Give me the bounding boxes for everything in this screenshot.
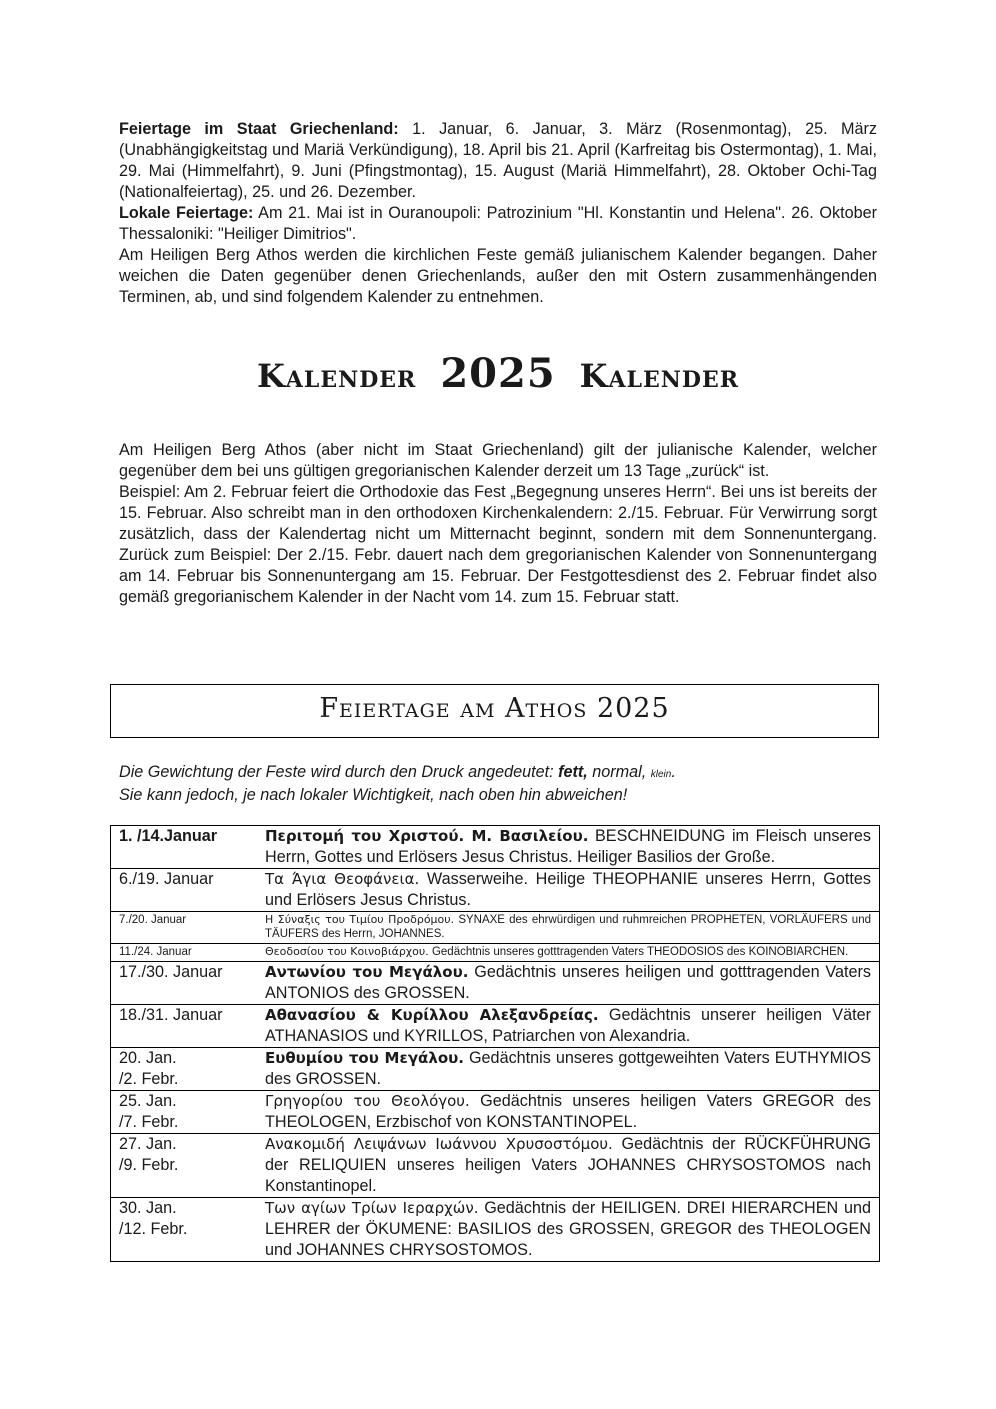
table-row (111, 1048, 880, 1091)
feast-date: 7./20. Januar (111, 912, 258, 944)
feiertage-header-box (110, 684, 879, 738)
note-bold-word: fett, (558, 763, 588, 781)
title-year: 2025 (440, 350, 556, 397)
feast-greek: Γρηγορίου του Θεολόγου. (265, 1092, 470, 1110)
feast-date: 1. /14.Januar (111, 826, 258, 869)
feast-greek: Ευθυμίου του Μεγάλου. (265, 1049, 464, 1067)
feast-text: Gedächtnis unseres heiligen und gotttragenden Vaters ANTONIOS des GROSSEN. (265, 963, 871, 1002)
feast-description (257, 1134, 880, 1198)
local-holidays-label: Lokale Feiertage: (119, 204, 254, 222)
feast-greek: Περιτομή του Χριστού. Μ. Βασιλείου. (265, 827, 589, 845)
feast-text: Gedächtnis unseres heiligen Vaters GREGOR des THEOLOGEN, Erzbischof von KONSTANTINOPEL. (265, 1092, 871, 1131)
table-row (111, 1091, 880, 1134)
feast-greek: Η Σύναξις του Τιμίου Προδρόμου. (265, 913, 455, 926)
feast-date-line-1: 27. Jan. (119, 1135, 177, 1153)
feast-description (257, 826, 880, 869)
feast-date (111, 1134, 258, 1198)
example-paragraph: Beispiel: Am 2. Februar feiert die Orthodoxie das Fest „Begegnung unseres Herrn“. Bei uns ist bereits der 15. Februar. Also schreibt man in den orthodoxen Kirchenkalendern: 2./15. Februar. Für Verwirrung sorgt zusätzlich, dass der Kalendertag nicht um Mitternacht beginnt, sondern mit dem Sonnenuntergang. Zurück zum Beispiel: Der 2./15. Febr. dauert nach dem gregorianischen Kalender von Sonnenuntergang am 14. Februar bis Sonnenuntergang am 15. Februar. Der Festgottesdienst des 2. Februar findet also gemäß gregorianischem Kalender in der Nacht vom 14. zum 15. Februar statt. (119, 483, 877, 606)
julian-paragraph: Am Heiligen Berg Athos (aber nicht im Staat Griechenland) gilt der julianische Kalender, welcher gegenüber dem bei uns gültigen gregorianischen Kalender derzeit um 13 Tage „zurück“ ist. (119, 441, 877, 480)
feast-greek: Τα Άγια Θεοφάνεια. (265, 870, 420, 888)
holidays-text: 1. Januar, 6. Januar, 3. März (Rosenmontag), 25. März (Unabhängigkeitstag und Mariä Verkündigung), 18. April bis 21. April (Karfreitag bis Ostermontag), 1. Mai, 29. Mai (Himmelfahrt), 9. Juni (Pfingstmontag), 15. August (Mariä Himmelfahrt), 28. Oktober Ochi-Tag (Nationalfeiertag), 25. und 26. Dezember. (119, 120, 878, 201)
local-holidays-text: Am 21. Mai ist in Ouranoupoli: Patrozinium "Hl. Konstantin und Helena". 26. Oktober Thessaloniki: "Heiliger Dimitrios". (119, 204, 877, 243)
table-row (111, 944, 880, 962)
feast-description (257, 962, 880, 1005)
feast-text: BESCHNEIDUNG im Fleisch unseres Herrn, Gottes und Erlösers Jesus Christus. Heiliger Basilios der Große. (265, 827, 871, 866)
table-row (111, 1134, 880, 1198)
feast-date: 6./19. Januar (111, 869, 258, 912)
table-row (111, 1198, 880, 1262)
note-line-1 (119, 762, 879, 785)
table-row (111, 826, 880, 869)
feast-text: Wasserweihe. Heilige THEOPHANIE unseres Herrn, Gottes und Erlösers Jesus Christus. (265, 870, 871, 909)
note-normal-word: normal, (587, 763, 651, 781)
feast-text: Gedächtnis unserer heiligen Väter ATHANASIOS und KYRILLOS, Patriarchen von Alexandria. (265, 1006, 871, 1045)
table-row (111, 869, 880, 912)
title-left: Kalender (256, 357, 417, 395)
holidays-paragraph (119, 119, 877, 203)
feast-text: Gedächtnis unseres gotttragenden Vaters THEODOSIOS des KOINOBIARCHEN. (428, 946, 849, 958)
note-text: Die Gewichtung der Feste wird durch den Druck angedeutet: (119, 763, 559, 781)
feast-date (111, 1198, 258, 1262)
feast-description (257, 1048, 880, 1091)
feast-greek: Των αγίων Τρίων Ιεραρχών. (265, 1199, 479, 1217)
athos-paragraph: Am Heiligen Berg Athos werden die kirchlichen Feste gemäß julianischem Kalender begangen. Daher weichen die Daten gegenüber denen Griechenlands, außer den mit Ostern zusammenhängenden Terminen, ab, und sind folgendem Kalender zu entnehmen. (119, 246, 877, 306)
feast-description (257, 869, 880, 912)
feast-date-line-1: 30. Jan. (119, 1199, 177, 1217)
calendar-title (0, 350, 996, 397)
note-small-word: klein (650, 769, 672, 780)
julian-section (119, 440, 877, 608)
holidays-label: Feiertage im Staat Griechenland: (119, 120, 399, 138)
feast-date: 11./24. Januar (111, 944, 258, 962)
feast-greek: Θεοδοσίου του Κοινοβιάρχου. (265, 945, 429, 958)
feiertage-title: Feiertage am Athos 2025 (319, 693, 670, 724)
feast-text: Gedächtnis unseres gottgeweihten Vaters EUTHYMIOS des GROSSEN. (265, 1049, 871, 1088)
weighting-note (119, 762, 879, 806)
feast-date: 17./30. Januar (111, 962, 258, 1005)
intro-section (119, 119, 877, 308)
table-row (111, 912, 880, 944)
feast-text: Gedächtnis der HEILIGEN. DREI HIERARCHEN und LEHRER der ÖKUMENE: BASILIOS des GROSSEN, GREGOR des THEOLOGEN und JOHANNES CHRYSOSTOMOS. (265, 1199, 871, 1259)
feast-date-line-2: /2. Febr. (119, 1070, 179, 1088)
feast-date-line-1: 20. Jan. (119, 1049, 177, 1067)
feast-date-line-1: 25. Jan. (119, 1092, 177, 1110)
feast-date (111, 1048, 258, 1091)
feast-date-line-2: /12. Febr. (119, 1220, 188, 1238)
table-row (111, 1005, 880, 1048)
note-period: . (671, 763, 676, 781)
title-right: Kalender (579, 357, 740, 395)
feast-description (257, 1005, 880, 1048)
feast-text: SYNAXE des ehrwürdigen und ruhmreichen PROPHETEN, VORLÄUFERS und TÄUFERS des Herrn, JOHANNES. (265, 914, 871, 940)
feast-description (257, 912, 880, 944)
feast-text: Gedächtnis der RÜCKFÜHRUNG der RELIQUIEN unseres heiligen Vaters JOHANNES CHRYSOSTOMOS nach Konstantinopel. (265, 1135, 871, 1195)
local-holidays-paragraph (119, 203, 877, 245)
feast-date: 18./31. Januar (111, 1005, 258, 1048)
feast-greek: Αντωνίου του Μεγάλου. (265, 963, 469, 981)
table-row (111, 962, 880, 1005)
feast-description (257, 944, 880, 962)
feast-date (111, 1091, 258, 1134)
feast-greek: Αθανασίου & Κυρίλλου Αλεξανδρείας. (265, 1006, 599, 1024)
note-line-2: Sie kann jedoch, je nach lokaler Wichtigkeit, nach oben hin abweichen! (119, 786, 628, 804)
feast-description (257, 1091, 880, 1134)
feast-greek: Ανακομιδή Λειψάνων Ιωάννου Χρυσοστόμου. (265, 1135, 613, 1153)
feast-date-line-2: /7. Febr. (119, 1113, 179, 1131)
feast-date-line-2: /9. Febr. (119, 1156, 179, 1174)
feast-description (257, 1198, 880, 1262)
feast-table (110, 825, 880, 1262)
